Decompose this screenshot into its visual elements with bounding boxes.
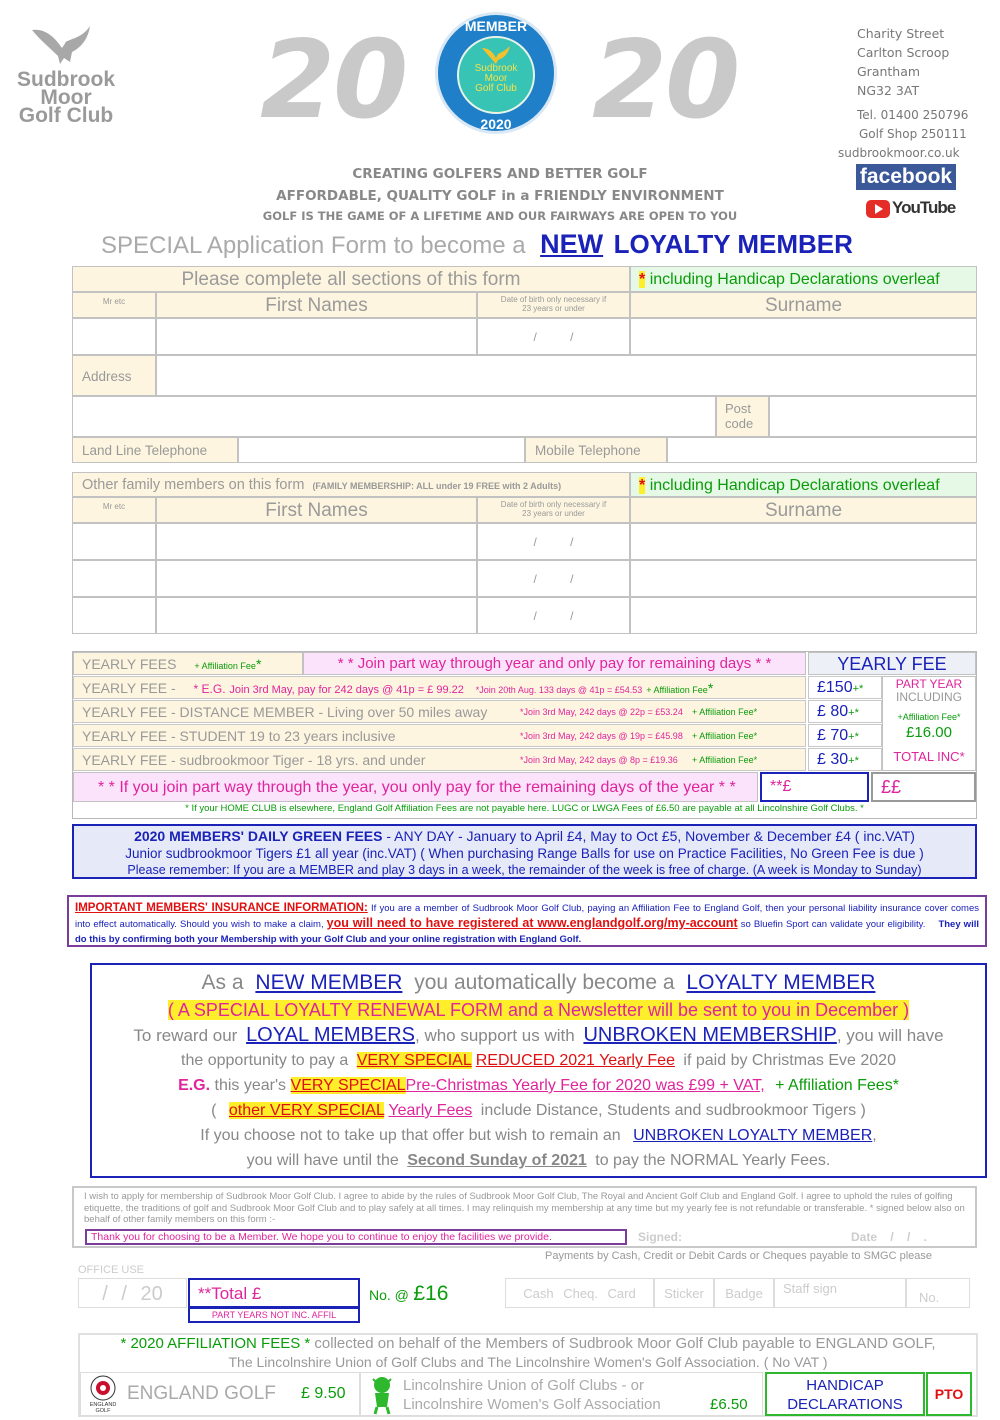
fee-amount bbox=[808, 724, 882, 747]
fee-label: YEARLY FEE - bbox=[82, 680, 176, 696]
fees-header-text: YEARLY FEES bbox=[82, 656, 177, 672]
loyalty-text: this year's bbox=[214, 1077, 287, 1094]
england-golf-logo bbox=[87, 1375, 119, 1413]
fee-amount-text: £150 bbox=[817, 679, 853, 696]
fee-star: * bbox=[753, 755, 758, 765]
loyalty-text: , you will have bbox=[836, 1026, 944, 1045]
total-inc-label: TOTAL INC* bbox=[893, 749, 965, 764]
year-right: 20 bbox=[592, 18, 739, 143]
fee-detail2: *Join 20th Aug. 133 days @ 41p = £54.53 bbox=[475, 685, 643, 695]
youtube-label: YouTube bbox=[892, 198, 956, 217]
sixteen-amount: £16 bbox=[413, 1282, 449, 1305]
family-surname-input[interactable] bbox=[630, 560, 977, 597]
loyalty-text: include Distance, Students and sudbrookmoor Tigers ) bbox=[480, 1102, 866, 1119]
form-title bbox=[101, 229, 853, 260]
loyalty-text: , bbox=[872, 1127, 877, 1144]
england-golf-name: ENGLAND GOLF bbox=[127, 1383, 276, 1404]
loyalty-text: As a bbox=[201, 971, 244, 994]
fee-amount bbox=[808, 700, 882, 723]
loyalty-line8 bbox=[92, 1148, 985, 1173]
loyalty-text: ( bbox=[211, 1102, 217, 1119]
fee-detail2: *Join 3rd May, 242 days @ 8p = £19.36 bbox=[520, 755, 678, 765]
club-logo bbox=[10, 18, 122, 133]
badge-line3: Golf Club bbox=[475, 83, 517, 94]
loyalty-text: you will have until the bbox=[246, 1152, 399, 1169]
staff-sign-box[interactable]: Staff sign bbox=[774, 1278, 906, 1308]
affil-fee-label: +Affiliation Fee* bbox=[897, 712, 961, 722]
office-no-at bbox=[369, 1282, 448, 1306]
member-badge bbox=[435, 12, 557, 140]
loyalty-text: you automatically become a bbox=[414, 971, 675, 994]
new-member-link: NEW MEMBER bbox=[255, 971, 403, 994]
fee-row bbox=[73, 748, 806, 771]
insurance-text2: so Bluefin Sport can validate your eligibility. bbox=[740, 919, 926, 930]
family-first-input[interactable] bbox=[156, 560, 477, 597]
section1-handicap-note bbox=[630, 266, 977, 292]
lugc-line2: Lincolnshire Women's Golf Association bbox=[403, 1396, 661, 1413]
fee-amount-text: £ 70 bbox=[817, 727, 849, 744]
fee-detail2: *Join 3rd May, 242 days @ 19p = £45.98 bbox=[520, 731, 683, 741]
fee-row bbox=[73, 676, 806, 699]
col-dob-header: Date of birth only necessary if 23 years or under bbox=[477, 497, 630, 523]
signature-field[interactable] bbox=[690, 1231, 840, 1245]
address-line: Grantham bbox=[857, 64, 921, 79]
insurance-text3: They will do this by confirming both your Membership with your Golf Club and your online registration with England Golf. bbox=[75, 919, 979, 945]
family-title-input[interactable] bbox=[72, 560, 156, 597]
title-prefix: SPECIAL Application Form to become a bbox=[101, 232, 526, 259]
lugc-cell bbox=[360, 1372, 763, 1416]
part-year-column bbox=[882, 676, 976, 771]
year-left: 20 bbox=[260, 18, 407, 143]
england-golf-fee: £ 9.50 bbox=[301, 1385, 346, 1402]
date-label: Date / / . bbox=[851, 1230, 928, 1244]
title-input[interactable] bbox=[72, 318, 156, 355]
club-address bbox=[857, 24, 997, 100]
fee-detail: Join 3rd May, pay for 242 days @ 41p = £ 99.22 bbox=[229, 684, 464, 696]
tagline-1: CREATING GOLFERS AND BETTER GOLF bbox=[352, 166, 648, 182]
green-fees-rates: - ANY DAY - January to April £4, May to Oct £5, November & December £4 ( inc.VAT) bbox=[386, 828, 915, 844]
loyalty-line7 bbox=[92, 1123, 985, 1148]
handicap-star: * bbox=[639, 271, 646, 288]
affiliation-line1 bbox=[80, 1335, 976, 1353]
fees-header-affil: + Affiliation Fee bbox=[194, 661, 256, 671]
affiliation-fees: + Affiliation Fees* bbox=[775, 1077, 899, 1094]
first-names-input[interactable] bbox=[156, 318, 477, 355]
pto-label[interactable]: PTO bbox=[926, 1372, 972, 1416]
affiliation-title: * 2020 AFFILIATION FEES * bbox=[120, 1335, 311, 1352]
office-no-box[interactable]: No. bbox=[906, 1278, 970, 1308]
col-first-header: First Names bbox=[156, 497, 477, 523]
unbroken-membership: UNBROKEN MEMBERSHIP bbox=[583, 1024, 837, 1046]
col-title-header: Mr etc bbox=[72, 497, 156, 523]
loyalty-line1 bbox=[92, 969, 985, 997]
address-input-2[interactable] bbox=[72, 396, 716, 437]
address-label: Address bbox=[72, 355, 156, 396]
second-sunday: Second Sunday of 2021 bbox=[407, 1152, 587, 1169]
fee-affil-text: + Affiliation Fee bbox=[692, 731, 754, 741]
lugc-line1: Lincolnshire Union of Golf Clubs - or bbox=[403, 1377, 644, 1394]
payments-note: Payments by Cash, Credit or Debit Cards or Cheques payable to SMGC please bbox=[545, 1250, 933, 1262]
surname-input[interactable] bbox=[630, 318, 977, 355]
renewal-form-note: ( A SPECIAL LOYALTY RENEWAL FORM and a Newsletter will be sent to you in December ) bbox=[167, 1000, 910, 1020]
loyalty-text: to pay the NORMAL Yearly Fees. bbox=[595, 1152, 831, 1169]
family-dob-input[interactable]: / / bbox=[477, 523, 630, 560]
affil-fee-amount: £16.00 bbox=[906, 724, 952, 741]
office-total-input[interactable]: **Total £ bbox=[188, 1278, 360, 1308]
handicap-line1: HANDICAP bbox=[806, 1377, 884, 1394]
loyalty-member-link: LOYALTY MEMBER bbox=[686, 971, 876, 994]
star-pound-input[interactable]: **£ bbox=[760, 772, 869, 802]
mobile-input[interactable] bbox=[667, 437, 977, 463]
col-title-header: Mr etc bbox=[72, 292, 156, 318]
very-special: VERY SPECIAL bbox=[356, 1052, 472, 1069]
loyalty-text: if paid by Christmas Eve 2020 bbox=[683, 1052, 896, 1069]
loyalty-line6 bbox=[92, 1098, 985, 1123]
loyalty-text: To reward our bbox=[133, 1026, 238, 1045]
fee-detail2: *Join 3rd May, 242 days @ 22p = £53.24 bbox=[520, 707, 683, 717]
family-surname-input[interactable] bbox=[630, 597, 977, 634]
dob-input[interactable]: / / bbox=[477, 318, 630, 355]
handicap-line2: DECLARATIONS bbox=[787, 1396, 903, 1413]
imp-icon bbox=[367, 1375, 397, 1415]
green-fees-box bbox=[72, 824, 977, 879]
fee-plus: +* bbox=[852, 683, 864, 695]
other-very-special: other VERY SPECIAL bbox=[228, 1102, 385, 1119]
green-fees-title: 2020 MEMBERS' DAILY GREEN FEES bbox=[134, 828, 383, 844]
double-pound-input[interactable]: ££ bbox=[871, 772, 976, 802]
fee-affil: + Affiliation Fee bbox=[646, 685, 708, 695]
reduced-fee: REDUCED 2021 Yearly Fee bbox=[475, 1052, 675, 1069]
fee-affil bbox=[692, 749, 757, 771]
fee-amount-text: £ 30 bbox=[817, 751, 849, 768]
fee-label: YEARLY FEE - STUDENT 19 to 23 years inclusive bbox=[82, 728, 396, 744]
fee-affil bbox=[692, 701, 757, 723]
thanks-note: Thank you for choosing to be a Member. We hope you to continue to enjoy the facilities we provide. bbox=[85, 1229, 627, 1245]
no-at-label: No. @ bbox=[369, 1287, 409, 1303]
club-website[interactable]: sudbrookmoor.co.uk bbox=[838, 146, 960, 160]
england-golf-cell bbox=[80, 1372, 360, 1416]
including-label: INCLUDING bbox=[895, 690, 962, 704]
home-club-note: * If your HOME CLUB is elsewhere, England Golf Affiliation Fees are not payable here. LUGC or LWGA Fees of £6.50 are payable at all Lincolnshire Golf Clubs. * bbox=[185, 803, 864, 814]
title-new: NEW bbox=[540, 229, 604, 259]
sticker-box[interactable]: Sticker bbox=[654, 1278, 714, 1308]
loyalty-box bbox=[90, 963, 987, 1178]
very-special: VERY SPECIAL bbox=[290, 1077, 406, 1094]
handicap-note-text: including Handicap Declarations overleaf bbox=[649, 477, 940, 494]
family-surname-input[interactable] bbox=[630, 523, 977, 560]
loyal-members: LOYAL MEMBERS bbox=[246, 1024, 415, 1046]
fee-label: YEARLY FEE - sudbrookmoor Tiger - 18 yrs. and under bbox=[82, 752, 426, 768]
fee-affil bbox=[692, 725, 757, 747]
fee-amount bbox=[808, 748, 882, 771]
green-fees-line2: Junior sudbrookmoor Tigers £1 all year (inc.VAT) ( When purchasing Range Balls for use on Practice Facilities, No Green Fee is due ) bbox=[125, 846, 924, 861]
postcode-input[interactable] bbox=[769, 396, 977, 437]
loyalty-line2 bbox=[92, 997, 985, 1023]
fee-plus: +* bbox=[848, 731, 859, 743]
fee-amount-text: £ 80 bbox=[817, 703, 849, 720]
fee-plus: +* bbox=[848, 755, 859, 767]
postcode-label: Post code bbox=[716, 396, 769, 437]
remaining-days-note: * * If you join part way through the year, you only pay for the remaining days of the year * * bbox=[73, 772, 758, 802]
fee-row bbox=[73, 724, 806, 747]
tagline-2: AFFORDABLE, QUALITY GOLF in a FRIENDLY ENVIRONMENT bbox=[276, 188, 724, 204]
section2-header-small: (FAMILY MEMBERSHIP: ALL under 19 FREE with 2 Adults) bbox=[312, 481, 562, 491]
office-use-label: OFFICE USE bbox=[78, 1264, 145, 1276]
family-dob-input[interactable]: / / bbox=[477, 560, 630, 597]
eg-label: E.G. bbox=[178, 1077, 211, 1094]
tagline-3: GOLF IS THE GAME OF A LIFETIME AND OUR FAIRWAYS ARE OPEN TO YOU bbox=[262, 209, 738, 223]
handicap-note-text: including Handicap Declarations overleaf bbox=[649, 271, 940, 288]
landline-label: Land Line Telephone bbox=[72, 437, 238, 463]
insurance-title: IMPORTANT MEMBERS' INSURANCE INFORMATION: bbox=[75, 902, 368, 914]
rose-icon bbox=[90, 1375, 116, 1401]
fee-plus: +* bbox=[848, 707, 859, 719]
section2-header bbox=[72, 472, 630, 497]
insurance-text1: If you are a member of Sudbrook Moor Golf Club, paying an Affiliation Fee to England Golf, then your personal liability insurance cover comes into effect automatically. Should you wish to make a claim, bbox=[75, 903, 980, 930]
fee-eg: * E.G. bbox=[193, 682, 226, 696]
affiliation-text: collected on behalf of the Members of Sudbrook Moor Golf Club payable to ENGLAND GOLF, bbox=[314, 1335, 936, 1352]
title-suffix: LOYALTY MEMBER bbox=[613, 229, 853, 259]
col-dob-header: Date of birth only necessary if 23 years or under bbox=[477, 292, 630, 318]
unbroken-loyalty-member: UNBROKEN LOYALTY MEMBER bbox=[633, 1127, 873, 1144]
part-years-note: PART YEARS NOT INC. AFFIL bbox=[188, 1307, 360, 1323]
fees-header-label bbox=[73, 652, 303, 675]
loyalty-text: If you choose not to take up that offer but wish to remain an bbox=[200, 1127, 621, 1144]
loyalty-text: the opportunity to pay a bbox=[181, 1052, 349, 1069]
section2-handicap-note bbox=[630, 472, 977, 497]
fee-label: YEARLY FEE - DISTANCE MEMBER - Living over 50 miles away bbox=[82, 704, 488, 720]
fee-affil-text: + Affiliation Fee bbox=[692, 755, 754, 765]
signed-label: Signed: bbox=[638, 1230, 682, 1244]
handicap-star: * bbox=[639, 477, 646, 494]
part-year-label: PART YEAR bbox=[895, 677, 963, 691]
badge-line2: Moor bbox=[484, 73, 508, 84]
facebook-logo[interactable]: facebook bbox=[856, 164, 956, 190]
fee-star: * bbox=[707, 680, 714, 696]
club-shop: Golf Shop 250111 bbox=[859, 127, 967, 141]
address-line: Charity Street bbox=[857, 26, 945, 41]
badge-line1: Sudbrook bbox=[474, 63, 518, 74]
fee-row bbox=[73, 700, 806, 723]
club-tel: Tel. 01400 250796 bbox=[857, 108, 969, 122]
badge-box[interactable]: Badge bbox=[714, 1278, 774, 1308]
address-input-1[interactable] bbox=[156, 355, 977, 396]
eagle-icon bbox=[10, 18, 122, 68]
section1-header: Please complete all sections of this form bbox=[72, 266, 630, 292]
col-surname-header: Surname bbox=[630, 497, 977, 523]
logo-line2: Moor bbox=[40, 86, 92, 109]
section2-header-text: Other family members on this form bbox=[82, 477, 305, 493]
logo-line3: Golf Club bbox=[18, 104, 114, 127]
green-fees-line1 bbox=[74, 828, 975, 845]
landline-input[interactable] bbox=[238, 437, 525, 463]
yearly-fee-title: YEARLY FEE bbox=[808, 652, 976, 675]
badge-year: 2020 bbox=[480, 116, 512, 132]
pre-christmas-fee: Pre-Christmas Yearly Fee for 2020 was £99 + VAT, bbox=[405, 1077, 765, 1094]
green-fees-line3: Please remember: If you are a MEMBER and play 3 days in a week, the remainder of the week is free of charge. (A week is Monday to Sunday) bbox=[127, 863, 922, 877]
fee-affil-text: + Affiliation Fee bbox=[692, 707, 754, 717]
address-line: NG32 3AT bbox=[857, 83, 920, 98]
family-title-input[interactable] bbox=[72, 597, 156, 634]
england-golf-logo-text: ENGLAND GOLF bbox=[89, 1402, 117, 1414]
lugc-fee: £6.50 bbox=[710, 1396, 748, 1413]
insurance-link[interactable]: you will need to have registered at www.englandgolf.org/my-account bbox=[326, 916, 738, 930]
fees-header-star: * bbox=[255, 656, 262, 672]
family-dob-input[interactable]: / / bbox=[477, 597, 630, 634]
fee-amount bbox=[808, 676, 882, 699]
mobile-label: Mobile Telephone bbox=[525, 437, 667, 463]
col-surname-header: Surname bbox=[630, 292, 977, 318]
fee-star: * bbox=[753, 731, 758, 741]
badge-eagle-icon bbox=[480, 44, 512, 64]
loyalty-line5 bbox=[92, 1073, 985, 1098]
family-title-input[interactable] bbox=[72, 523, 156, 560]
address-line: Carlton Scroop bbox=[857, 45, 950, 60]
family-first-input[interactable] bbox=[156, 523, 477, 560]
loyalty-line4 bbox=[92, 1048, 985, 1073]
family-first-input[interactable] bbox=[156, 597, 477, 634]
fee-star: * bbox=[753, 707, 758, 717]
office-date[interactable]: / / 20 bbox=[78, 1278, 187, 1308]
badge-top: MEMBER bbox=[464, 18, 528, 34]
payment-methods[interactable]: Cash Cheq. Card bbox=[505, 1278, 654, 1308]
handicap-declarations[interactable] bbox=[765, 1372, 925, 1416]
insurance-box bbox=[67, 895, 987, 947]
declaration-text: I wish to apply for membership of Sudbrook Moor Golf Club. I agree to abide by the rules of Sudbrook Moor Golf Club, The Royal and Ancient Golf Club and England Golf. I agree to uphold the rules of golfing etiquette, the traditions of golf and Sudbrook Moor Golf Club and to play safely at all times. I may relinquish my membership at any time but my yearly fee is not refundable or transferable. * signed below also on behalf of other family members on this form :- bbox=[84, 1191, 965, 1225]
fees-join-note: * * Join part way through year and only pay for remaining days * * bbox=[303, 652, 806, 675]
col-first-header: First Names bbox=[156, 292, 477, 318]
loyalty-text: , who support us with bbox=[415, 1026, 575, 1045]
affiliation-line2: The Lincolnshire Union of Golf Clubs and The Lincolnshire Women's Golf Association. ( No VAT ) bbox=[228, 1354, 828, 1370]
logo-line1: Sudbrook bbox=[17, 68, 115, 91]
yearly-fees: Yearly Fees bbox=[388, 1102, 473, 1119]
loyalty-line3 bbox=[92, 1023, 985, 1048]
